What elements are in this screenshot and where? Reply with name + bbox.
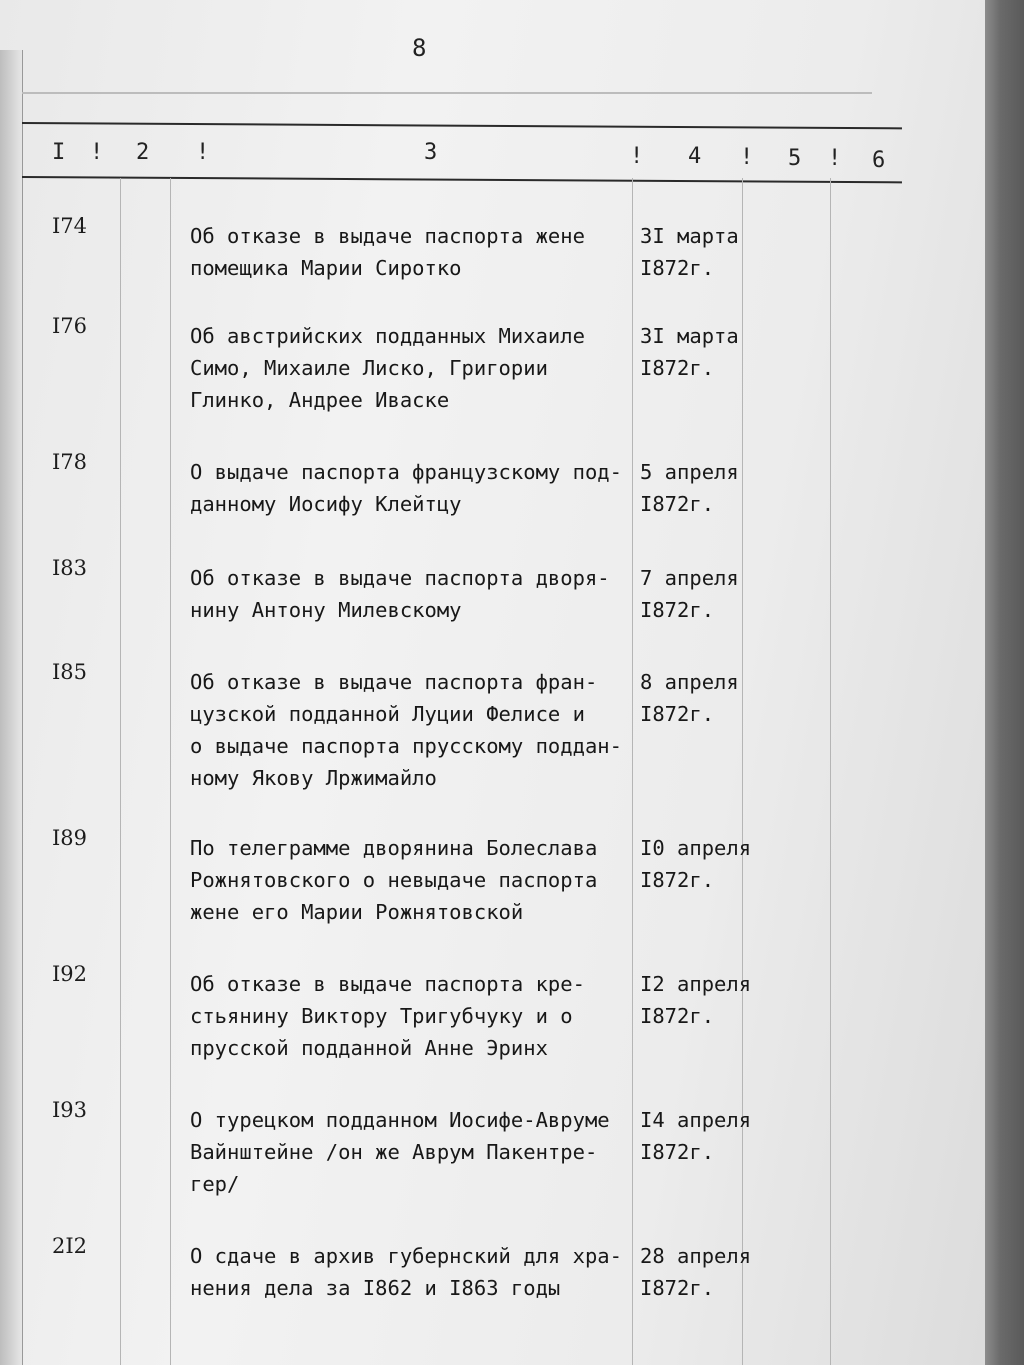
record-title: Об отказе в выдаче паспорта кре- стьянину Виктору Тригубчуку и о прусской подданной Анне Эринх: [190, 972, 585, 1060]
record-date: I2 апреля I872г.: [640, 972, 752, 1028]
record-number: I93: [52, 1098, 88, 1122]
record-title: Об отказе в выдаче паспорта жене помещика Марии Сиротко: [190, 224, 585, 280]
faint-header-rule: [22, 92, 872, 94]
record-date: 7 апреля I872г.: [640, 566, 739, 622]
record-number: I78: [52, 450, 88, 474]
record-number: I74: [52, 214, 88, 238]
record-date: 28 апреля I872г.: [640, 1244, 752, 1300]
column-header-2: 2: [136, 140, 150, 165]
record-date: 5 апреля I872г.: [640, 460, 739, 516]
column-header-5: 5: [788, 146, 802, 171]
column-header-1: I: [52, 140, 66, 165]
column-separator: !: [828, 146, 842, 171]
binding-edge: [0, 50, 23, 1365]
column-divider: [120, 178, 121, 1365]
record-number: I85: [52, 660, 88, 684]
record-title: Об отказе в выдаче паспорта фран- цузской подданной Луции Фелисе и о выдаче паспорта прусскому поддан- ному Якову Лржимайло: [190, 670, 622, 790]
record-title: О турецком подданном Иосифе-Авруме Вайнштейне /он же Аврум Пакентре- гер/: [190, 1108, 610, 1196]
record-number: I83: [52, 556, 88, 580]
record-date: I4 апреля I872г.: [640, 1108, 752, 1164]
column-divider: [830, 178, 831, 1365]
column-separator: !: [90, 140, 104, 165]
page-number: 8: [412, 34, 427, 62]
column-header-6: 6: [872, 148, 886, 173]
column-separator: !: [630, 144, 644, 169]
record-number: I89: [52, 826, 88, 850]
record-date: 8 апреля I872г.: [640, 670, 739, 726]
header-bottom-rule: [22, 176, 902, 183]
record-number: I76: [52, 314, 88, 338]
record-title: Об отказе в выдаче паспорта дворя- нину Антону Милевскому: [190, 566, 610, 622]
record-title: По телеграмме дворянина Болеслава Рожнятовского о невыдаче паспорта жене его Марии Рожнятовской: [190, 836, 598, 924]
background-surface: [985, 0, 1024, 1365]
column-divider: [170, 178, 171, 1365]
column-separator: !: [196, 140, 210, 165]
record-title: Об австрийских подданных Михаиле Симо, Михаиле Лиско, Григории Глинко, Андрее Иваске: [190, 324, 585, 412]
column-header-3: 3: [424, 140, 438, 165]
record-title: О сдаче в архив губернский для хра- нения дела за I862 и I863 годы: [190, 1244, 622, 1300]
column-separator: !: [740, 145, 754, 170]
column-header-4: 4: [688, 144, 702, 169]
record-date: 3I марта I872г.: [640, 224, 739, 280]
record-date: I0 апреля I872г.: [640, 836, 752, 892]
record-number: 2I2: [52, 1234, 88, 1258]
record-title: О выдаче паспорта французскому под- данному Иосифу Клейтцу: [190, 460, 622, 516]
record-number: I92: [52, 962, 88, 986]
header-top-rule: [22, 122, 902, 129]
record-date: 3I марта I872г.: [640, 324, 739, 380]
